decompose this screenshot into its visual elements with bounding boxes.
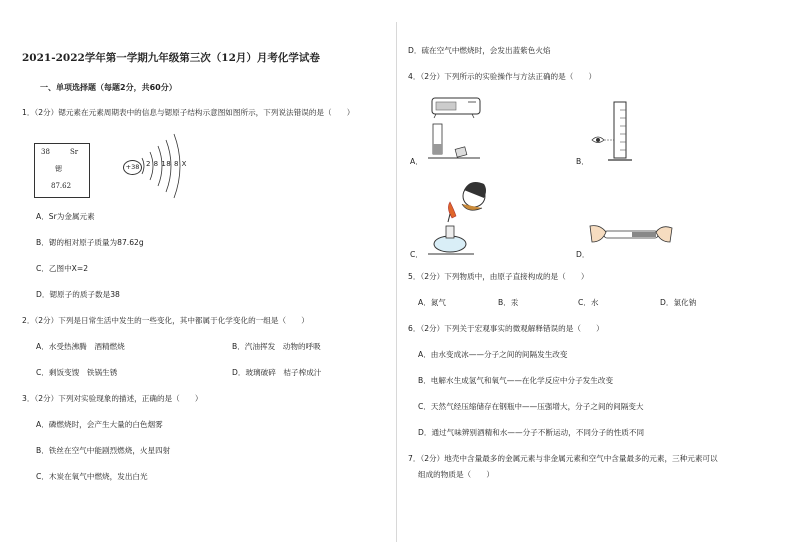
q2-option-c: C．剩饭变馊 铁锅生锈	[36, 368, 118, 377]
q5-stem: 5．（2分）下列物质中，由原子直接构成的是（ ）	[408, 272, 589, 281]
q1-stem: 1．（2分）锶元素在元素周期表中的信息与锶原子结构示意图如图所示，下列说法错误的是（ ）	[22, 108, 355, 117]
q6-option-d: D．通过气味辨别酒精和水——分子不断运动，不同分子的性质不同	[418, 428, 645, 437]
q3-stem: 3．（2分）下列对实验现象的描述，正确的是（ ）	[22, 394, 203, 403]
q4-stem: 4．（2分）下列所示的实验操作与方法正确的是（ ）	[408, 72, 597, 81]
q4-label-d: D．	[576, 250, 590, 259]
q1-option-c: C．乙图中X=2	[36, 264, 89, 273]
q7-stem-line2: 组成的物质是（ ）	[418, 470, 494, 479]
q4-label-a: A．	[410, 157, 423, 166]
q6-option-b: B．电解水生成氢气和氧气——在化学反应中分子发生改变	[418, 376, 614, 385]
q4-figure-alcohol-lamp	[426, 178, 506, 260]
q6-option-c: C．天然气经压缩储存在钢瓶中——压强增大，分子之间的间隔变大	[418, 402, 644, 411]
element-card	[34, 143, 90, 198]
q4-label-c: C．	[410, 250, 423, 259]
q5-option-b: B．汞	[498, 298, 519, 307]
q6-stem: 6．（2分）下列关于宏观事实的微观解释错误的是（ ）	[408, 324, 604, 333]
q4-label-b: B．	[576, 157, 589, 166]
q4-figure-cylinder	[590, 100, 640, 164]
element-name: 锶	[55, 165, 62, 173]
q2-stem: 2．（2分）下列是日常生活中发生的一些变化，其中都属于化学变化的一组是（ ）	[22, 316, 309, 325]
q5-option-d: D．氯化钠	[660, 298, 697, 307]
q4-figure-dropper	[428, 96, 498, 162]
atom-nucleus: +38	[123, 160, 142, 175]
q5-option-a: A．氮气	[418, 298, 446, 307]
q5-option-c: C．水	[578, 298, 599, 307]
q3-option-d: D．硫在空气中燃烧时，会发出蓝紫色火焰	[408, 46, 551, 55]
q1-option-a: A．Sr为金属元素	[36, 212, 95, 221]
exam-title: 2021-2022学年第一学期九年级第三次（12月）月考化学试卷	[22, 52, 320, 64]
atomic-mass: 87.62	[51, 182, 72, 190]
q2-option-d: D．玻璃破碎 桔子榨成汁	[232, 368, 322, 377]
q4-figure-test-tube-hands	[586, 222, 676, 248]
element-symbol: Sr	[70, 148, 79, 156]
q7-stem-line1: 7．（2分）地壳中含量最多的金属元素与非金属元素和空气中含量最多的元素，三种元素可以	[408, 454, 718, 463]
q1-option-d: D．锶原子的质子数是38	[36, 290, 120, 299]
q2-option-a: A．水受热沸腾 酒精燃烧	[36, 342, 125, 351]
q1-option-b: B．锶的相对原子质量为87.62g	[36, 238, 144, 247]
electron-counts: 2 8 18 8 X	[146, 160, 187, 168]
q3-option-c: C．木炭在氧气中燃烧，发出白光	[36, 472, 148, 481]
q3-option-b: B．铁丝在空气中能剧烈燃烧，火星四射	[36, 446, 171, 455]
q6-option-a: A．由水变成冰——分子之间的间隔发生改变	[418, 350, 568, 359]
atomic-number: 38	[41, 148, 50, 156]
q2-option-b: B．汽油挥发 动物的呼吸	[232, 342, 321, 351]
column-divider	[396, 22, 397, 542]
section-heading: 一、单项选择题（每题2分，共60分）	[40, 83, 177, 92]
q3-option-a: A．磷燃烧时，会产生大量的白色烟雾	[36, 420, 163, 429]
